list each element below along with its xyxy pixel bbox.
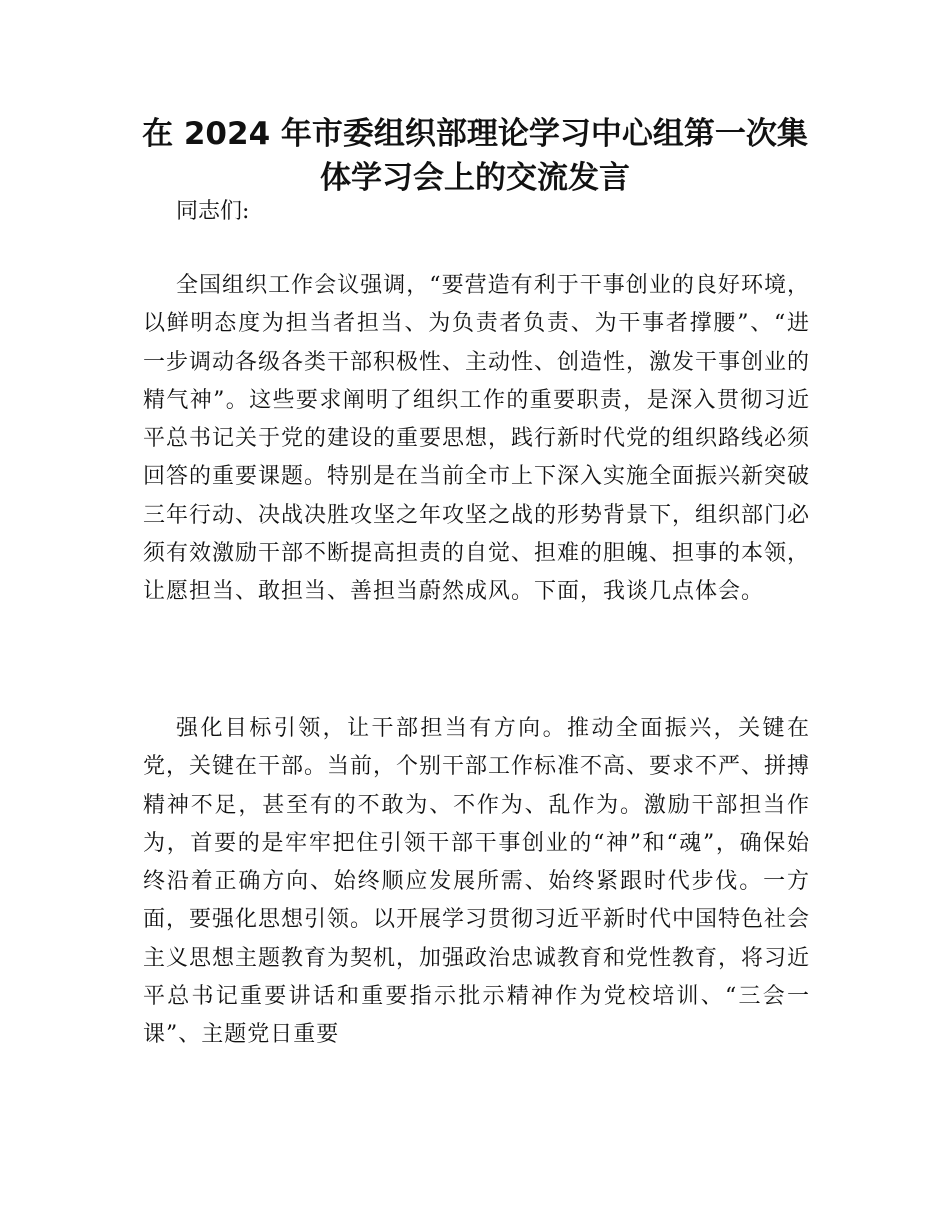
paragraph-intro: 全国组织工作会议强调，“要营造有利于干事创业的良好环境，以鲜明态度为担当者担当、为负责者负责、为干事者撑腰”、“进一步调动各级各类干部积极性、主动性、创造性，激发干事创业的精气神”。这些要求阐明了组织工作的重要职责，是深入贯彻习近平总书记关于党的建设的重要思想，践行新时代党的组织路线必须回答的重要课题。特别是在当前全市上下深入实施全面振兴新突破三年行动、决战决胜攻坚之年攻坚之战的形势背景下，组织部门必须有效激励干部不断提高担责的自觉、担难的胆魄、担事的本领，让愿担当、敢担当、善担当蔚然成风。下面，我谈几点体会。 [143, 273, 811, 605]
title-line-1: 在 2024 年市委组织部理论学习中心组第一次集 [142, 116, 808, 152]
salutation: 同志们: [176, 199, 250, 224]
title-line-2: 体学习会上的交流发言 [320, 160, 630, 196]
paragraph-goal-guidance: 强化目标引领，让干部担当有方向。推动全面振兴，关键在党，关键在干部。当前，个别干部工作标准不高、要求不严、拼搏精神不足，甚至有的不敢为、不作为、乱作为。激励干部担当作为，首要的是牢牢把住引领干部干事创业的“神”和“魂”，确保始终沿着正确方向、始终顺应发展所需、始终紧跟时代步伐。一方面，要强化思想引领。以开展学习贯彻习近平新时代中国特色社会主义思想主题教育为契机，加强政治忠诚教育和党性教育，将习近平总书记重要讲话和重要指示批示精神作为党校培训、“三会一课”、主题党日重要 [143, 716, 811, 1048]
document-title [140, 112, 810, 200]
